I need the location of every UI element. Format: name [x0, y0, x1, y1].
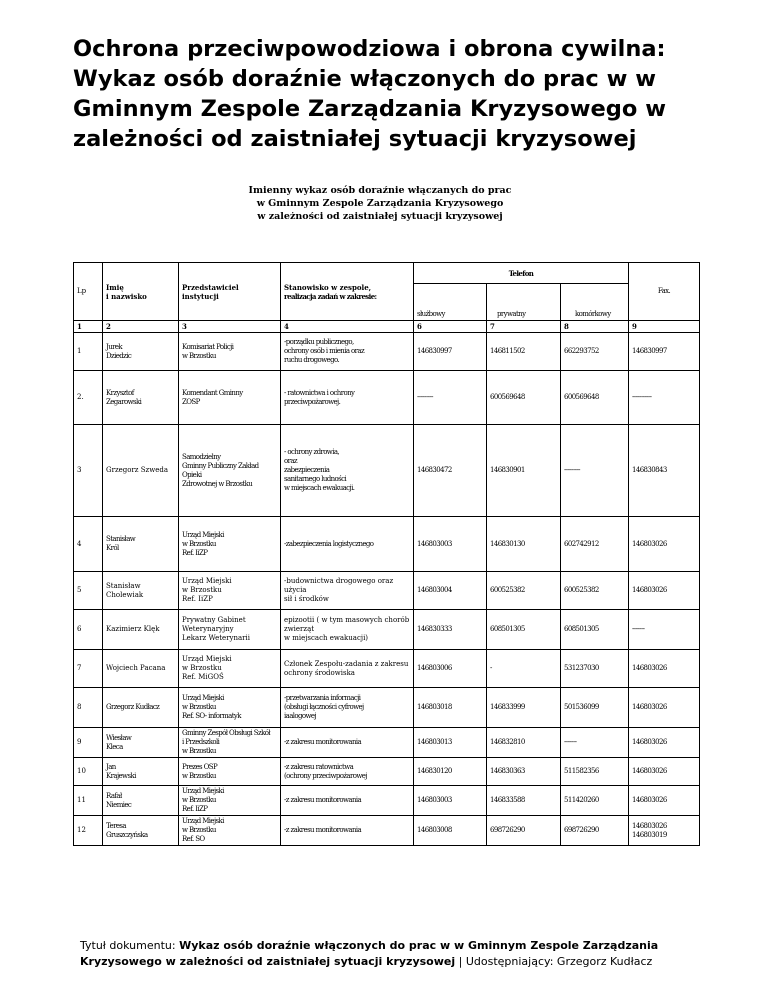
cell-lp: 5: [74, 572, 103, 610]
table-row: [74, 572, 700, 610]
cell-lp: 2.: [74, 371, 103, 425]
cell-position: -przetwarzania informacji (obsługi łączności cyfrowej iaalogowej: [281, 688, 414, 728]
cell-private: 146830130: [487, 517, 561, 572]
cell-position: epizootii ( w tym masowych chorób zwierząt w miejscach ewakuacji): [281, 610, 414, 650]
cell-mobile: 662293752: [561, 333, 629, 371]
cell-lp: 3: [74, 425, 103, 517]
column-number: 7: [487, 321, 561, 333]
cell-institution: Prezes OSP w Brzostku: [179, 758, 281, 786]
cell-institution: Samodzielny Gminny Publiczny Zakład Opieki Zdrowotnej w Brzostku: [179, 425, 281, 517]
table-row: [74, 517, 700, 572]
cell-institution: Urząd Miejski w Brzostku Ref. MiGOŚ: [179, 650, 281, 688]
cell-position: Członek Zespołu-zadania z zakresu ochrony środowiska: [281, 650, 414, 688]
cell-institution: Urząd Miejski w Brzostku Ref. IiZP: [179, 786, 281, 816]
cell-service: 146830472: [414, 425, 487, 517]
cell-name: Jan Krajewski: [103, 758, 179, 786]
cell-lp: 1: [74, 333, 103, 371]
cell-lp: 9: [74, 728, 103, 758]
cell-private: 146833588: [487, 786, 561, 816]
cell-private: 146832810: [487, 728, 561, 758]
cell-lp: 12: [74, 816, 103, 846]
cell-mobile: 501536099: [561, 688, 629, 728]
cell-fax: 146830997: [629, 333, 700, 371]
cell-position: -z zakresu monitorowania: [281, 816, 414, 846]
cell-mobile: ---------: [561, 425, 629, 517]
header-position-title: Stanowisko w zespole,: [284, 282, 372, 292]
cell-name: Grzegorz Kudłacz: [103, 688, 179, 728]
cell-institution: Prywatny Gabinet Weterynaryjny Lekarz Weterynarii: [179, 610, 281, 650]
footer-author: Grzegorz Kudłacz: [556, 955, 653, 968]
column-number: 4: [281, 321, 414, 333]
cell-service: 146803013: [414, 728, 487, 758]
footer-label: Tytuł dokumentu:: [80, 939, 180, 952]
table-row: [74, 650, 700, 688]
cell-private: 600569648: [487, 371, 561, 425]
cell-private: 146830363: [487, 758, 561, 786]
cell-name: Wiesław Kleca: [103, 728, 179, 758]
cell-institution: Komendant Gminny ZOSP: [179, 371, 281, 425]
header-private: prywatny: [487, 284, 561, 321]
page-title: Ochrona przeciwpowodziowa i obrona cywilna: Wykaz osób doraźnie włączonych do prac w w Gminnym Zespole Zarządzania Kryzysowego w zależności od zaistniałej sytuacji kryzysowej: [73, 36, 666, 152]
header-service: służbowy: [414, 284, 487, 321]
cell-service: 146830120: [414, 758, 487, 786]
cell-lp: 7: [74, 650, 103, 688]
cell-institution: Urząd Miejski w Brzostku Ref. IiZP: [179, 517, 281, 572]
cell-mobile: 698726290: [561, 816, 629, 846]
cell-private: 146833999: [487, 688, 561, 728]
cell-lp: 10: [74, 758, 103, 786]
cell-institution: Gminny Zespół Obsługi Szkół i Przedszkoli w Brzostku: [179, 728, 281, 758]
cell-fax: 146803026: [629, 650, 700, 688]
column-number: 8: [561, 321, 629, 333]
header-position-sub: realizacja zadań w zakresie:: [284, 291, 377, 301]
caption-line: Imienny wykaz osób doraźnie włączanych do prac: [248, 185, 512, 196]
column-number: 1: [74, 321, 103, 333]
header-institution: Przedstawiciel instytucji: [179, 263, 281, 321]
cell-mobile: 600525382: [561, 572, 629, 610]
cell-fax: 146830843: [629, 425, 700, 517]
header-telefon: Telefon: [414, 263, 629, 284]
header-position: [281, 263, 414, 321]
cell-name: Krzysztof Zegarowski: [103, 371, 179, 425]
caption-line: w Gminnym Zespole Zarządzania Kryzysowego: [256, 198, 504, 209]
table-row: [74, 371, 700, 425]
cell-name: Jurek Dziedzic: [103, 333, 179, 371]
cell-fax: 146803026: [629, 517, 700, 572]
cell-position: -z zakresu monitorowania: [281, 728, 414, 758]
cell-name: Wojciech Pacana: [103, 650, 179, 688]
cell-institution: Komisariat Policji w Brzostku: [179, 333, 281, 371]
cell-name: Rafał Niemiec: [103, 786, 179, 816]
footer-separator: |: [455, 955, 466, 968]
cell-fax: 146803026: [629, 572, 700, 610]
cell-name: Stanisław Król: [103, 517, 179, 572]
cell-private: 698726290: [487, 816, 561, 846]
cell-service: 146803006: [414, 650, 487, 688]
cell-fax: 146803026: [629, 786, 700, 816]
cell-name: Teresa Gruszczyńska: [103, 816, 179, 846]
cell-name: Stanisław Cholewiak: [103, 572, 179, 610]
cell-mobile: 608501305: [561, 610, 629, 650]
cell-mobile: 600569648: [561, 371, 629, 425]
cell-position: -z zakresu ratownictwa (ochrony przeciwpożarowej: [281, 758, 414, 786]
cell-fax: -----------: [629, 371, 700, 425]
cell-service: 146803018: [414, 688, 487, 728]
table-row: [74, 610, 700, 650]
table-row: [74, 425, 700, 517]
cell-service: 146803004: [414, 572, 487, 610]
cell-service: 146830997: [414, 333, 487, 371]
table-row: [74, 333, 700, 371]
cell-fax: 146803026: [629, 758, 700, 786]
header-row-top: [74, 263, 700, 284]
cell-mobile: 511582356: [561, 758, 629, 786]
table-caption: [150, 184, 610, 223]
cell-position: -z zakresu monitorowania: [281, 786, 414, 816]
table-row: [74, 688, 700, 728]
column-number-row: [74, 321, 700, 333]
cell-institution: Urząd Miejski w Brzostku Ref. SO- informatyk: [179, 688, 281, 728]
column-number: 3: [179, 321, 281, 333]
cell-mobile: -------: [561, 728, 629, 758]
cell-mobile: 531237030: [561, 650, 629, 688]
cell-private: -: [487, 650, 561, 688]
header-fax: Fax.: [629, 263, 700, 321]
caption-line: w zależności od zaistniałej sytuacji kryzysowej: [257, 211, 503, 222]
cell-institution: Urząd Miejski w Brzostku Ref. IiZP: [179, 572, 281, 610]
cell-position: -zabezpieczenia logistycznego: [281, 517, 414, 572]
header-lp: Lp: [74, 263, 103, 321]
cell-position: -budownictwa drogowego oraz użycia sił i środków: [281, 572, 414, 610]
cell-private: 608501305: [487, 610, 561, 650]
cell-private: 146811502: [487, 333, 561, 371]
column-number: 9: [629, 321, 700, 333]
column-number: 2: [103, 321, 179, 333]
document-footer: [80, 938, 700, 970]
cell-name: Grzegorz Szweda: [103, 425, 179, 517]
footer-doc-title: Wykaz osób doraźnie włączonych do prac w w Gminnym Zespole Zarządzania Kryzysowego w zależności od zaistniałej sytuacji kryzysowej: [80, 939, 659, 968]
cell-name: Kazimierz Klęk: [103, 610, 179, 650]
cell-service: 146803003: [414, 786, 487, 816]
cell-lp: 6: [74, 610, 103, 650]
persons-table: [73, 262, 700, 846]
table-row: [74, 786, 700, 816]
cell-position: - ochrony zdrowia, oraz zabezpieczenia sanitarnego ludności w miejscach ewakuacji.: [281, 425, 414, 517]
cell-mobile: 511420260: [561, 786, 629, 816]
cell-mobile: 602742912: [561, 517, 629, 572]
cell-service: 146830333: [414, 610, 487, 650]
cell-institution: Urząd Miejski w Brzostku Ref. SO: [179, 816, 281, 846]
table-row: [74, 758, 700, 786]
cell-service: 146803008: [414, 816, 487, 846]
cell-fax: 146803026: [629, 688, 700, 728]
cell-fax: -------: [629, 610, 700, 650]
cell-fax: 146803026 146803019: [629, 816, 700, 846]
cell-private: 600525382: [487, 572, 561, 610]
cell-lp: 4: [74, 517, 103, 572]
cell-lp: 11: [74, 786, 103, 816]
cell-lp: 8: [74, 688, 103, 728]
cell-service: 146803003: [414, 517, 487, 572]
cell-private: 146830901: [487, 425, 561, 517]
table-row: [74, 816, 700, 846]
header-name: Imię i nazwisko: [103, 263, 179, 321]
cell-fax: 146803026: [629, 728, 700, 758]
header-mobile: komórkowy: [561, 284, 629, 321]
footer-author-label: Udostępniający:: [465, 955, 557, 968]
cell-position: -porządku publicznego, ochrony osób i mienia oraz ruchu drogowego.: [281, 333, 414, 371]
cell-position: - ratownictwa i ochrony przeciwpożarowej.: [281, 371, 414, 425]
cell-service: ---------: [414, 371, 487, 425]
column-number: 6: [414, 321, 487, 333]
table-row: [74, 728, 700, 758]
